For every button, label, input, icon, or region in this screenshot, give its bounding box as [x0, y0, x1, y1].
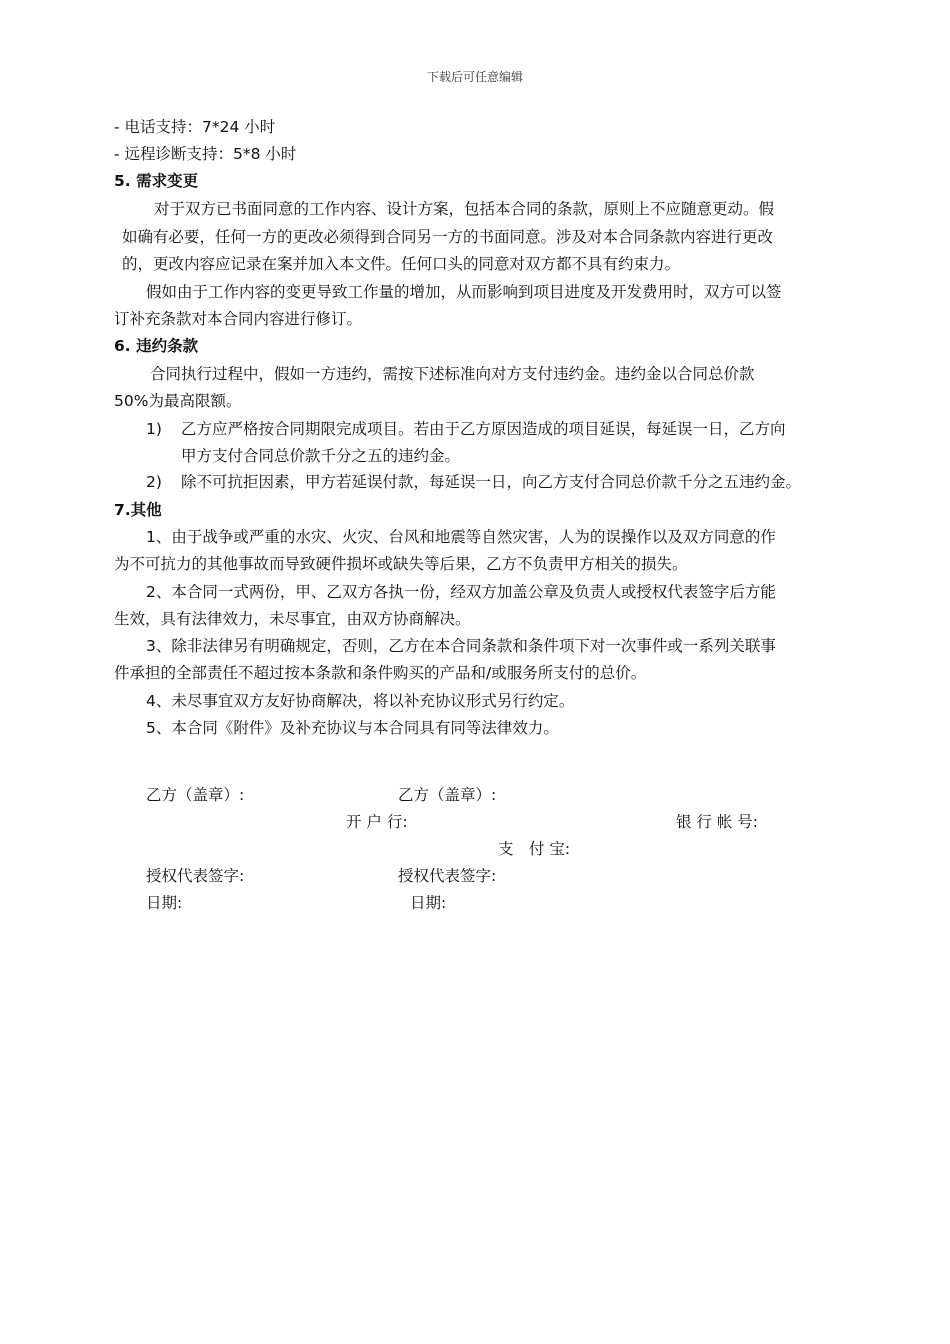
- party-right-seal: 乙方（盖章）:: [398, 786, 497, 804]
- account-label: 银 行 帐 号:: [676, 813, 759, 831]
- s6-item2-line1: 除不可抗拒因素，甲方若延误付款，每延误一日，向乙方支付合同总价款千分之五违约金。: [181, 473, 802, 491]
- s6-p1-line1: 合同执行过程中，假如一方违约，需按下述标准向对方支付违约金。违约金以合同总价款: [150, 365, 755, 383]
- s5-p2-line2: 订补充条款对本合同内容进行修订。: [114, 310, 363, 328]
- rep-right-label: 授权代表签字:: [398, 867, 497, 885]
- s6-item2-number: 2): [146, 473, 162, 491]
- alipay-label: 支 付 宝:: [498, 840, 571, 858]
- s6-p1-line2: 50%为最高限额。: [114, 392, 242, 410]
- s7-c4: 4、未尽事宜双方友好协商解决，将以补充协议形式另行约定。: [146, 692, 575, 710]
- section-5-heading: 5. 需求变更: [114, 172, 199, 190]
- s7-c3-line1: 3、除非法律另有明确规定，否则，乙方在本合同条款和条件项下对一次事件或一系列关联事: [146, 637, 776, 655]
- date-right-label: 日期:: [410, 894, 447, 912]
- support-phone: - 电话支持：7*24 小时: [114, 118, 276, 136]
- s7-c3-line2: 件承担的全部责任不超过按本条款和条件购买的产品和/或服务所支付的总价。: [114, 664, 647, 682]
- page-header: 下载后可任意编辑: [426, 70, 523, 84]
- s6-item1-line2: 甲方支付合同总价款千分之五的违约金。: [181, 447, 461, 465]
- s7-c1-line1: 1、由于战争或严重的水灾、火灾、台风和地震等自然灾害，人为的误操作以及双方同意的作: [146, 528, 776, 546]
- support-remote: - 远程诊断支持：5*8 小时: [114, 145, 297, 163]
- s5-p2-line1: 假如由于工作内容的变更导致工作量的增加，从而影响到项目进度及开发费用时，双方可以签: [146, 283, 782, 301]
- section-7-heading: 7.其他: [114, 501, 162, 519]
- s5-p1-line3: 的，更改内容应记录在案并加入本文件。任何口头的同意对双方都不具有约束力。: [122, 255, 681, 273]
- s6-item1-number: 1): [146, 420, 162, 438]
- date-left-label: 日期:: [146, 894, 183, 912]
- section-6-heading: 6. 违约条款: [114, 337, 199, 355]
- rep-left-label: 授权代表签字:: [146, 867, 245, 885]
- s7-c5: 5、本合同《附件》及补充协议与本合同具有同等法律效力。: [146, 719, 559, 737]
- party-left-seal: 乙方（盖章）:: [146, 786, 245, 804]
- s7-c2-line2: 生效，具有法律效力，未尽事宜，由双方协商解决。: [114, 610, 471, 628]
- s6-item1-line1: 乙方应严格按合同期限完成项目。若由于乙方原因造成的项目延误，每延误一日，乙方向: [181, 420, 786, 438]
- s7-c1-line2: 为不可抗力的其他事故而导致硬件损坏或缺失等后果，乙方不负责甲方相关的损失。: [114, 555, 688, 573]
- bank-label: 开 户 行:: [346, 813, 408, 831]
- s5-p1-line2: 如确有必要，任何一方的更改必须得到合同另一方的书面同意。涉及对本合同条款内容进行更改: [122, 228, 774, 246]
- s7-c2-line1: 2、本合同一式两份，甲、乙双方各执一份，经双方加盖公章及负责人或授权代表签字后方能: [146, 583, 776, 601]
- s5-p1-line1: 对于双方已书面同意的工作内容、设计方案，包括本合同的条款，原则上不应随意更动。假: [154, 200, 775, 218]
